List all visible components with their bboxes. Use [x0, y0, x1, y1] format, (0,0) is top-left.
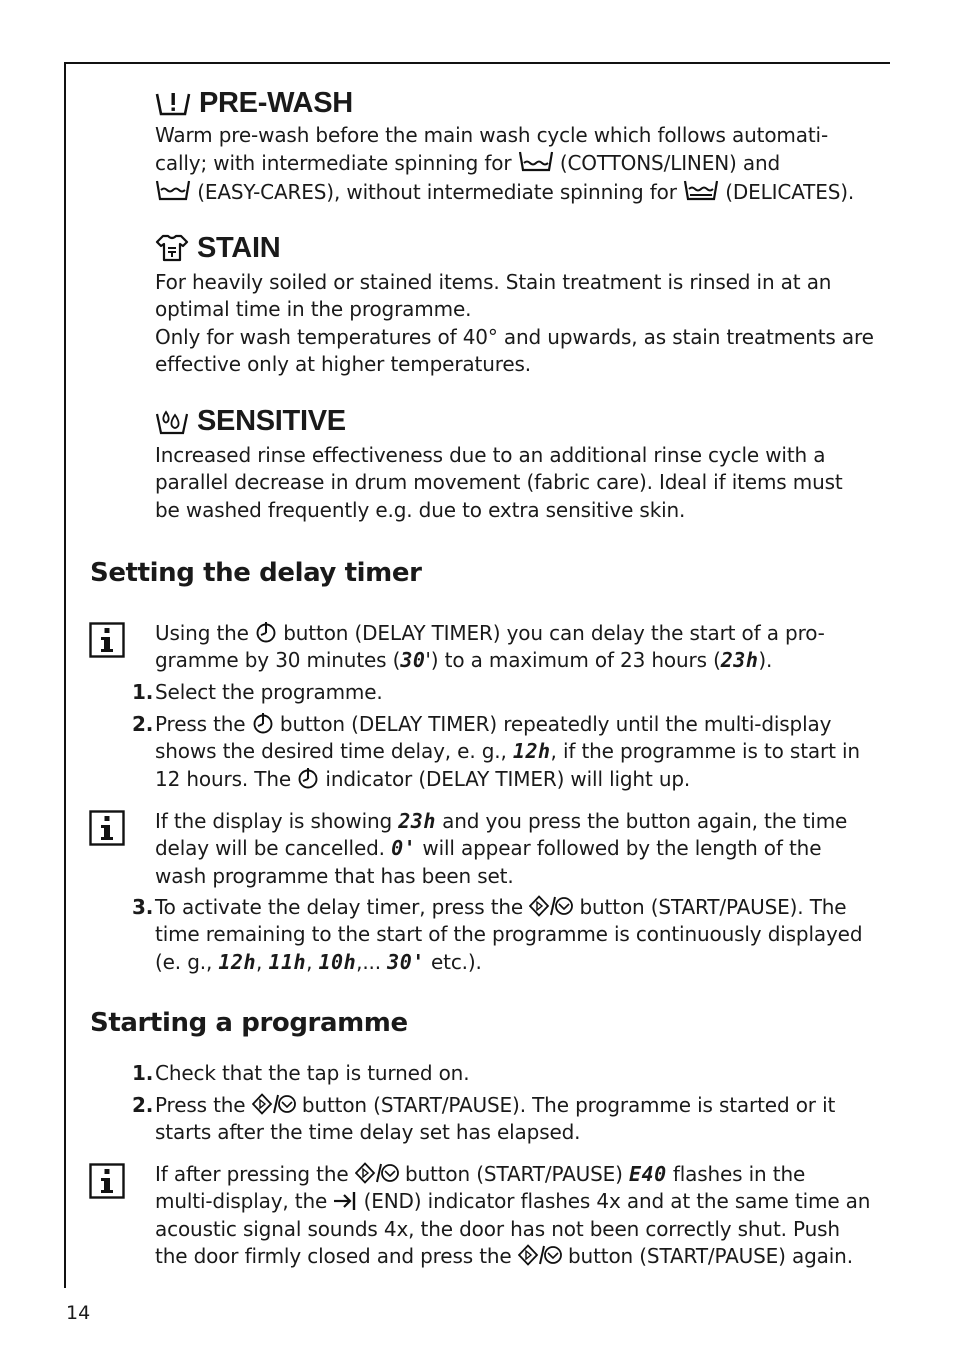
sensitive-title: SENSITIVE [197, 405, 346, 437]
stain-line-2: optimal time in the programme. [155, 297, 472, 322]
lcd-readout: E40 [628, 1162, 667, 1186]
lcd-readout: 23h [720, 648, 759, 673]
end-indicator-icon [333, 1191, 357, 1211]
start-step-2: 2. Press the button (START/PAUSE). The programme is started or it starts after the time delay set has elapsed. [132, 1093, 836, 1145]
delay-timer-clock-icon [255, 621, 277, 643]
delay-info-2: If the display is showing 23h and you press the button again, the time delay will be cancelled. 0' will appear followed by the length of the wash programme that has been set. [155, 809, 848, 888]
delay-step-2: 2. Press the button (DELAY TIMER) repeatedly until the multi-display shows the desired time delay, e. g., 12h, if the programme is to start in 12 hours. The indicator (DELAY TIMER) will light up. [132, 712, 860, 791]
delay-step-1 [132, 679, 872, 706]
stain-section [155, 231, 875, 378]
sensitive-tub-drop-icon [155, 406, 189, 436]
info-icon [89, 622, 125, 658]
page-frame-left-rule [64, 62, 66, 1288]
prewash-line-2: cally; with intermediate spinning for (COTTONS/LINEN) and [155, 151, 781, 176]
step-number: 2. [132, 1093, 154, 1117]
step-number: 1. [132, 680, 154, 704]
prewash-line-1: Warm pre-wash before the main wash cycle which follows automati- [155, 123, 829, 147]
prewash-title: PRE-WASH [199, 87, 353, 119]
step-number: 1. [132, 1061, 154, 1085]
lcd-readout: 10h [318, 949, 357, 974]
start-pause-icon [355, 1162, 399, 1184]
sensitive-heading [155, 404, 875, 438]
delay-timer-heading: Setting the delay timer [90, 558, 422, 588]
prewash-section [155, 86, 875, 206]
step-text: Check that the tap is turned on. [155, 1061, 470, 1085]
delicates-tub-icon [683, 178, 719, 202]
lcd-readout: 23h [398, 809, 436, 833]
delay-timer-clock-icon [252, 712, 274, 734]
page-number: 14 [66, 1302, 91, 1324]
lcd-readout: 30 [400, 648, 426, 673]
stain-shirt-icon [155, 233, 189, 263]
stain-line-4: effective only at higher temperatures. [155, 351, 531, 376]
step-number: 2. [132, 712, 154, 736]
start-pause-icon [529, 895, 573, 917]
page-frame-top-rule [64, 62, 890, 64]
lcd-readout: 12h [218, 949, 257, 974]
prewash-description [155, 122, 875, 206]
prewash-icon [155, 88, 191, 118]
delay-timer-clock-icon [297, 767, 319, 789]
delay-info-1: Using the button (DELAY TIMER) you can delay the start of a pro- gramme by 30 minutes (30') to a maximum of 23 hours (23h). [155, 621, 825, 673]
sensitive-section [155, 404, 875, 524]
stain-line-3: Only for wash temperatures of 40° and upwards, as stain treatments are [155, 324, 874, 349]
sensitive-line-3: be washed frequently e.g. due to extra sensitive skin. [155, 497, 686, 522]
lcd-readout: 30' [387, 949, 425, 974]
start-step-1 [132, 1060, 872, 1087]
lcd-readout: 0' [391, 836, 417, 861]
lcd-readout: 12h [512, 739, 551, 764]
step-text: Select the programme. [155, 680, 383, 704]
start-pause-icon [252, 1093, 296, 1115]
stain-heading [155, 231, 875, 265]
start-info: If after pressing the button (START/PAUSE) E40 flashes in the multi-display, the (END) indicator flashes 4x and at the same time an acoustic signal sounds 4x, the door has not been correctly shut. Push the door firmly closed and press the button (START/PAUSE) again. [155, 1162, 871, 1268]
step-number: 3. [132, 895, 154, 919]
lcd-readout: 11h [268, 949, 307, 974]
stain-title: STAIN [197, 232, 281, 264]
sensitive-line-2: parallel decrease in drum movement (fabric care). Ideal if items must [155, 470, 843, 495]
prewash-line-3: (EASY-CARES), without intermediate spinning for (DELICATES). [155, 178, 875, 206]
starting-programme-heading: Starting a programme [90, 1008, 408, 1038]
delay-step-3: 3. To activate the delay timer, press the button (START/PAUSE). The time remaining to the start of the programme is continuously displayed (e. g., 12h, 11h, 10h,... 30' etc.). [132, 895, 863, 974]
cottons-tub-icon [518, 149, 554, 173]
start-pause-icon [518, 1244, 562, 1266]
sensitive-line-1: Increased rinse effectiveness due to an additional rinse cycle with a [155, 443, 826, 467]
easy-cares-tub-icon [155, 178, 191, 202]
stain-line-1: For heavily soiled or stained items. Stain treatment is rinsed in at an [155, 270, 832, 294]
prewash-heading [155, 86, 875, 120]
info-icon [89, 810, 125, 846]
info-icon [89, 1163, 125, 1199]
stain-description [155, 269, 875, 378]
sensitive-description [155, 442, 875, 524]
